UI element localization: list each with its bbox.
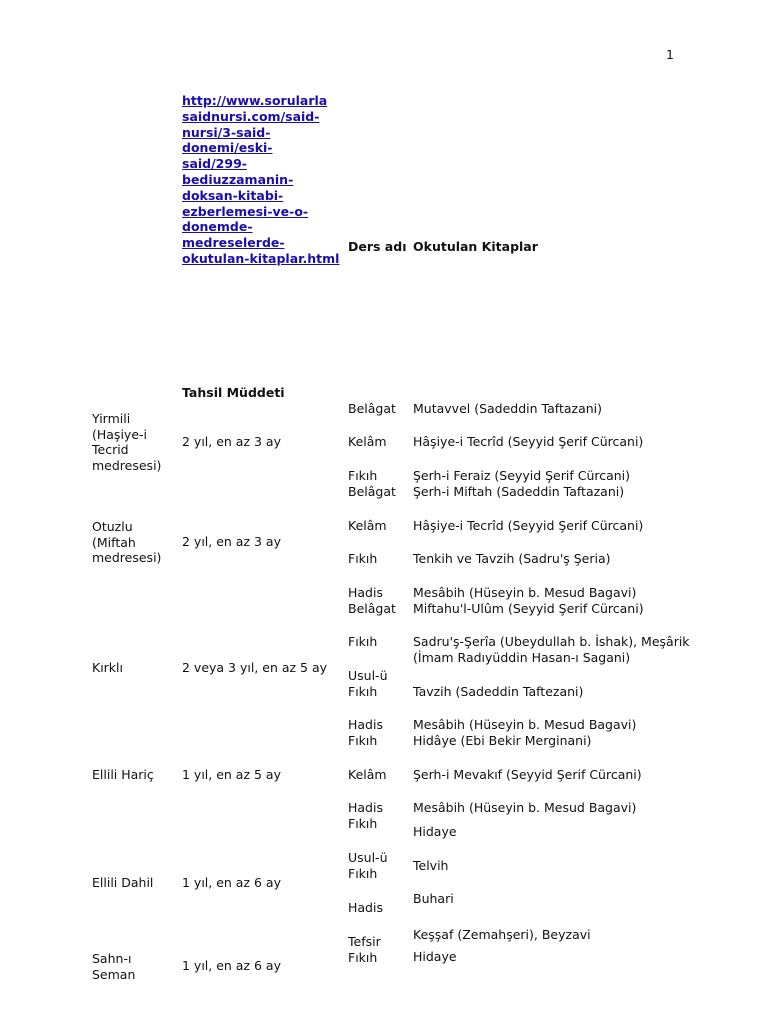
level-duration: 1 yıl, en az 6 ay [182,958,281,973]
link-line: nursi/3-said- [182,124,271,140]
course-book: Miftahu'l-Ulûm (Seyyid Şerif Cürcani) [413,601,644,616]
course-book: Hidaye [413,824,457,839]
link-line: okutulan-kitaplar.html [182,250,340,266]
course-book: Sadru'ş-Şerîa (Ubeydullah b. İshak), Meşârik (İmam Radıyüddin Hasan-ı Sagani) [413,634,690,665]
course-subject: Hadis [348,585,383,600]
course-book: Buhari [413,891,454,906]
course-subject: Usul-ü Fıkıh [348,668,388,699]
course-book: Şerh-i Mevakıf (Seyyid Şerif Cürcani) [413,767,642,782]
course-book: Hidâye (Ebi Bekir Merginani) [413,733,592,748]
level-name: Sahn-ı Seman [92,951,136,982]
course-book: Telvih [413,858,449,873]
page-number: 1 [666,47,674,62]
level-name: Otuzlu (Miftah medresesi) [92,519,162,565]
header-okutulan-kitaplar: Okutulan Kitaplar [413,239,538,254]
link-line: ezberlemesi-ve-o- [182,203,309,219]
course-subject: Kelâm [348,767,387,782]
course-book: Tenkih ve Tavzih (Sadru'ş Şeria) [413,551,611,566]
course-book: Mesâbih (Hüseyin b. Mesud Bagavi) [413,800,637,815]
course-subject: Hadis [348,900,383,915]
level-name: Ellili Dahil [92,875,154,890]
link-line: http://www.sorularla [182,93,328,108]
course-subject: Hadis Fıkıh [348,800,383,831]
course-subject: Fıkıh [348,733,378,748]
header-ders-adi: Ders adı [348,239,407,254]
course-book: Şerh-i Feraiz (Seyyid Şerif Cürcani) [413,468,631,483]
course-subject: Fıkıh [348,468,378,483]
level-name: Kırklı [92,660,123,675]
level-name: Yirmili (Haşiye-i Tecrid medresesi) [92,411,162,473]
course-subject: Belâgat [348,401,396,416]
level-duration: 2 veya 3 yıl, en az 5 ay [182,660,328,675]
course-book: Tavzih (Sadeddin Taftezani) [413,684,584,699]
course-subject: Hadis [348,717,383,732]
course-book: Şerh-i Miftah (Sadeddin Taftazani) [413,484,625,499]
source-link[interactable] [182,93,339,267]
course-subject: Usul-ü Fıkıh [348,850,388,881]
link-line: medreselerde- [182,235,285,251]
level-name: Ellili Hariç [92,767,154,782]
level-duration: 2 yıl, en az 3 ay [182,534,281,549]
link-line: donemi/eski- [182,140,273,156]
course-book: Mutavvel (Sadeddin Taftazani) [413,401,602,416]
course-subject: Belâgat [348,601,396,616]
course-book: Mesâbih (Hüseyin b. Mesud Bagavi) [413,585,637,600]
link-line: said/299- [182,156,247,172]
course-subject: Fıkıh [348,634,378,649]
level-duration: 1 yıl, en az 5 ay [182,767,281,782]
level-duration: 2 yıl, en az 3 ay [182,434,281,449]
link-line: saidnursi.com/said- [182,108,320,124]
course-book: Mesâbih (Hüseyin b. Mesud Bagavi) [413,717,637,732]
course-book: Hâşiye-i Tecrîd (Seyyid Şerif Cürcani) [413,434,644,449]
course-subject: Belâgat [348,484,396,499]
header-tahsil-muddeti: Tahsil Müddeti [182,385,285,400]
course-book: Keşşaf (Zemahşeri), Beyzavi Hidaye [413,927,591,964]
link-line: donemde- [182,219,253,235]
course-subject: Tefsir Fıkıh [348,934,381,965]
link-line: bediuzzamanin- [182,171,294,187]
course-subject: Kelâm [348,434,387,449]
link-line: doksan-kitabi- [182,187,284,203]
course-subject: Fıkıh [348,551,378,566]
level-duration: 1 yıl, en az 6 ay [182,875,281,890]
course-subject: Kelâm [348,518,387,533]
course-book: Hâşiye-i Tecrîd (Seyyid Şerif Cürcani) [413,518,644,533]
